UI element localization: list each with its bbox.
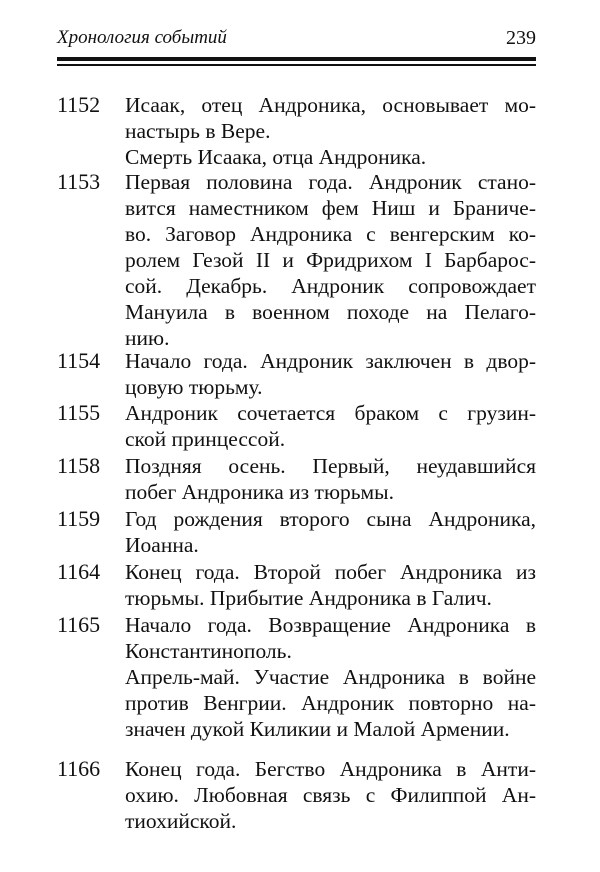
chronology-entry xyxy=(57,506,536,558)
entry-text xyxy=(125,756,536,834)
text-line: Поздняя осень. Первый, неудавшийся xyxy=(125,454,536,478)
text-line: во. Заговор Андроника с венгерским ко- xyxy=(125,222,536,246)
text-line: ской принцессой. xyxy=(125,427,286,451)
entry-text xyxy=(125,348,536,400)
text-line: Начало года. Андроник заключен в двор- xyxy=(125,349,536,373)
text-line: настырь в Вере. xyxy=(125,119,271,143)
text-line: вится наместником фем Ниш и Браниче- xyxy=(125,196,536,220)
chronology-entry xyxy=(57,400,536,452)
chronology-entry xyxy=(57,92,536,170)
text-line: Конец года. Второй побег Андроника из xyxy=(125,560,536,584)
text-line: побег Андроника из тюрьмы. xyxy=(125,480,394,504)
entry-year: 1154 xyxy=(57,348,101,373)
header-rule-thin xyxy=(57,64,536,66)
text-line: Исаак, отец Андроника, основывает мо- xyxy=(125,93,536,117)
chronology-entry xyxy=(57,453,536,505)
chronology-entry xyxy=(57,348,536,400)
text-line: Конец года. Бегство Андроника в Анти- xyxy=(125,757,536,781)
entry-text xyxy=(125,612,536,742)
text-line: Андроник сочетается браком с грузин- xyxy=(125,401,536,425)
entry-year: 1155 xyxy=(57,400,101,425)
chronology-entry xyxy=(57,756,536,834)
text-line: тюрьмы. Прибытие Андроника в Галич. xyxy=(125,586,492,610)
text-line: ролем Гезой II и Фридрихом I Барбарос- xyxy=(125,248,536,272)
entry-text xyxy=(125,92,536,170)
entry-year: 1166 xyxy=(57,756,101,781)
page-number: 239 xyxy=(506,27,536,49)
text-line: тиохийской. xyxy=(125,809,237,833)
text-line: значен дукой Киликии и Малой Армении. xyxy=(125,717,510,741)
text-line: Смерть Исаака, отца Андроника. xyxy=(125,145,427,169)
entry-text xyxy=(125,169,536,351)
chapter-title: Хронология событий xyxy=(57,27,227,48)
chronology-entry xyxy=(57,169,536,351)
text-line: Год рождения второго сына Андроника, xyxy=(125,507,536,531)
text-line: Апрель-май. Участие Андроника в войне xyxy=(125,665,536,689)
entry-text xyxy=(125,506,536,558)
text-line: нию. xyxy=(125,326,170,350)
text-line: против Венгрии. Андроник повторно на- xyxy=(125,691,536,715)
text-line: Константинополь. xyxy=(125,639,292,663)
text-line: Первая половина года. Андроник стано- xyxy=(125,170,536,194)
entry-year: 1159 xyxy=(57,506,101,531)
entry-year: 1158 xyxy=(57,453,101,478)
text-line: сой. Декабрь. Андроник сопровождает xyxy=(125,274,536,298)
header-rule-thick xyxy=(57,57,536,61)
entry-year: 1153 xyxy=(57,169,101,194)
text-line: охию. Любовная связь с Филиппой Ан- xyxy=(125,783,536,807)
entry-text xyxy=(125,453,536,505)
text-line: цовую тюрьму. xyxy=(125,375,263,399)
entry-text xyxy=(125,559,536,611)
chronology-entry xyxy=(57,612,536,742)
entry-year: 1165 xyxy=(57,612,101,637)
text-line: Иоанна. xyxy=(125,533,199,557)
chronology-entry xyxy=(57,559,536,611)
text-line: Начало года. Возвращение Андроника в xyxy=(125,613,536,637)
text-line: Мануила в военном походе на Пелаго- xyxy=(125,300,536,324)
entry-year: 1152 xyxy=(57,92,101,117)
entry-text xyxy=(125,400,536,452)
entry-year: 1164 xyxy=(57,559,101,584)
